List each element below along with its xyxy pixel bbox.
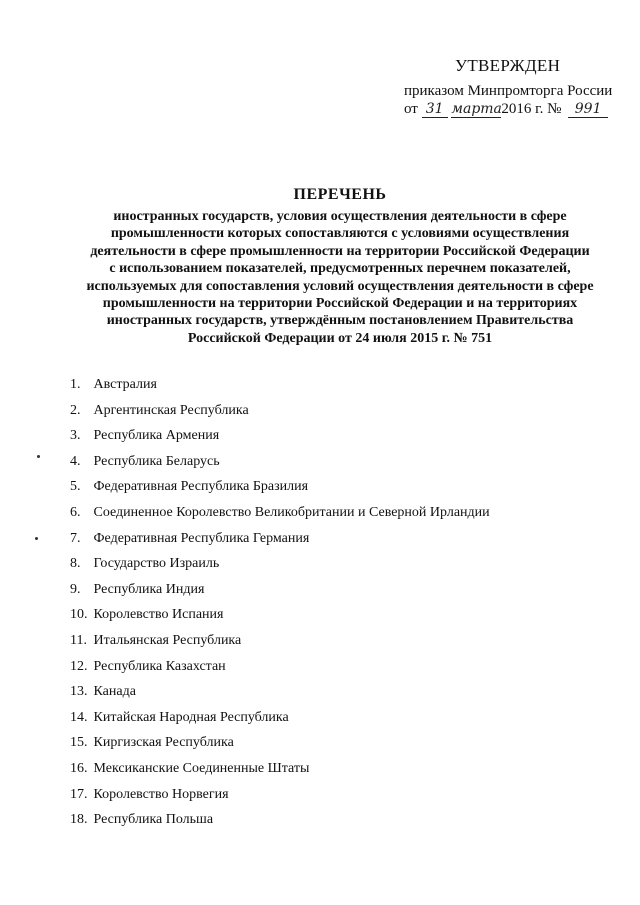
list-item (70, 730, 610, 756)
country-name: Соединенное Королевство Великобритании и Северной Ирландии (93, 504, 490, 520)
item-number: 10. (70, 607, 88, 623)
list-item (70, 500, 610, 526)
subtitle-line: промышленности на территории Российской Федерации и на территориях (102, 296, 578, 312)
item-number: 5. (70, 479, 81, 495)
subtitle-line: промышленности которых сопоставляются с условиями осуществления (110, 226, 570, 242)
date-prefix: от (404, 101, 418, 117)
country-name: Республика Польша (93, 812, 214, 828)
scan-speck (35, 537, 38, 540)
item-number: 4. (70, 453, 81, 469)
handwritten-day: 31 (422, 102, 448, 118)
list-item (70, 782, 610, 808)
scan-speck (37, 455, 40, 458)
list-item (70, 449, 610, 475)
subtitle-line: Российской Федерации от 24 июля 2015 г. № 751 (187, 330, 493, 346)
list-item (70, 551, 610, 577)
item-number: 14. (70, 709, 88, 725)
approval-block (0, 0, 640, 130)
item-number: 18. (70, 812, 88, 828)
country-name: Государство Израиль (93, 556, 220, 572)
country-name: Республика Индия (93, 581, 205, 597)
handwritten-month: марта (451, 101, 502, 117)
year-text: 2016 г. (501, 101, 544, 117)
list-item (70, 577, 610, 603)
order-date-line (404, 101, 608, 118)
subtitle-line: иностранных государств, условия осуществления деятельности в сфере (113, 209, 567, 224)
item-number: 1. (70, 377, 81, 392)
country-name: Китайская Народная Республика (93, 709, 289, 725)
subtitle-line: используемых для сопоставления условий осуществления деятельности в сфере (86, 278, 594, 294)
list-item (70, 628, 610, 654)
country-name: Королевство Норвегия (93, 786, 229, 802)
list-item (70, 756, 610, 782)
country-list (70, 372, 610, 833)
item-number: 6. (70, 504, 81, 520)
item-number: 17. (70, 786, 88, 802)
country-name: Федеративная Республика Бразилия (93, 479, 309, 495)
handwritten-order-number: 991 (568, 102, 608, 118)
country-name: Австралия (93, 377, 157, 392)
country-name: Канада (93, 684, 136, 700)
item-number: 3. (70, 428, 81, 444)
country-name: Республика Казахстан (93, 658, 226, 674)
country-name: Республика Беларусь (93, 453, 220, 469)
country-name: Республика Армения (93, 428, 220, 444)
list-item (70, 679, 610, 705)
list-item (70, 654, 610, 680)
item-number: 7. (70, 530, 81, 546)
item-number: 11. (70, 632, 87, 648)
item-number: 8. (70, 556, 81, 572)
subtitle-line: деятельности в сфере промышленности на территории Российской Федерации (90, 243, 590, 259)
list-item (70, 705, 610, 731)
list-item (70, 526, 610, 552)
list-item (70, 807, 610, 833)
list-item (70, 372, 610, 398)
country-name: Киргизская Республика (93, 735, 234, 751)
item-number: 13. (70, 684, 88, 700)
item-number: 16. (70, 760, 88, 776)
country-name: Итальянская Республика (93, 632, 242, 648)
document-title: ПЕРЕЧЕНЬ (293, 186, 387, 203)
subtitle-line: иностранных государств, утверждённым постановлением Правительства (106, 313, 574, 329)
item-number: 15. (70, 735, 88, 751)
list-item (70, 398, 610, 424)
country-name: Мексиканские Соединенные Штаты (93, 760, 310, 776)
order-reference: приказом Минпромторга России (404, 83, 613, 99)
country-name: Королевство Испания (93, 607, 224, 623)
list-item (70, 602, 610, 628)
country-name: Федеративная Республика Германия (93, 530, 310, 546)
number-prefix: № (547, 101, 562, 117)
item-number: 9. (70, 581, 81, 597)
list-item (70, 474, 610, 500)
country-name: Аргентинская Республика (93, 402, 249, 418)
item-number: 2. (70, 402, 81, 418)
list-item (70, 423, 610, 449)
document-subtitle (80, 208, 600, 347)
subtitle-line: с использованием показателей, предусмотренных перечнем показателей, (109, 261, 571, 277)
item-number: 12. (70, 658, 88, 674)
approved-title: УТВЕРЖДЕН (455, 56, 561, 75)
